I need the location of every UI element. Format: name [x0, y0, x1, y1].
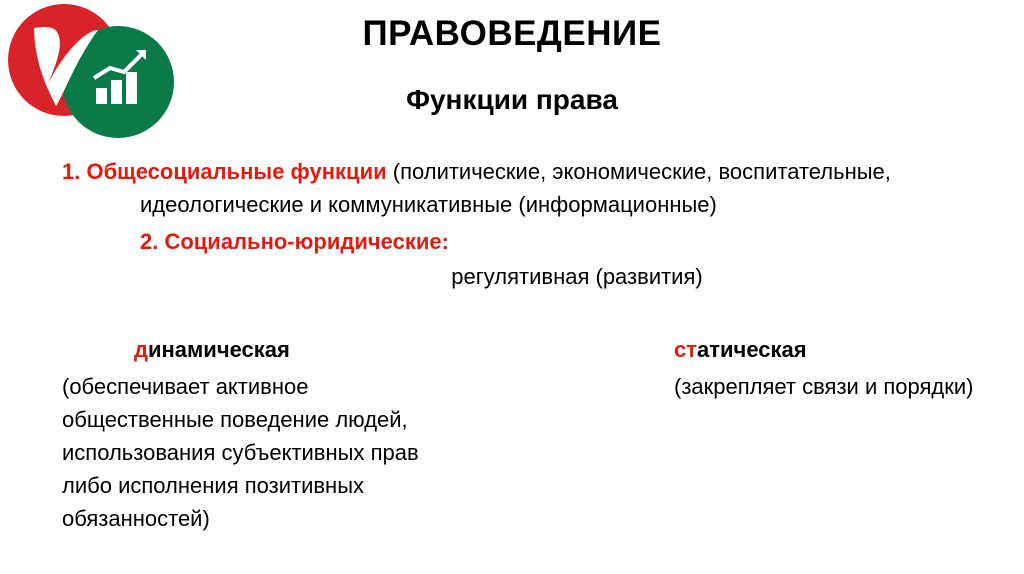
- column-dynamic-text: (обеспечивает активное общественные поведение людей, использования субъективных прав либо исполнения позитивных обязанностей): [62, 374, 419, 531]
- list-item-1: [62, 155, 962, 221]
- column-dynamic: [62, 333, 452, 535]
- column-dynamic-heading-accent: д: [134, 337, 148, 362]
- page-title: ПРАВОВЕДЕНИЕ: [362, 14, 662, 53]
- column-dynamic-heading-rest: инамическая: [147, 337, 290, 362]
- list-item-2-heading: 2. Социально-юридические:: [140, 229, 449, 254]
- column-dynamic-heading: [62, 333, 452, 366]
- list-item-1-heading: 1. Общесоциальные функции: [62, 159, 387, 184]
- column-static-heading-rest: атическая: [697, 337, 807, 362]
- column-static-heading: [674, 333, 1004, 366]
- column-static-heading-accent: ст: [674, 337, 698, 362]
- column-static-text: (закрепляет связи и порядки): [674, 374, 974, 399]
- page-subtitle: Функции права: [406, 84, 618, 115]
- list-item-2: [62, 225, 962, 258]
- content-body: [62, 155, 962, 293]
- list-item-2-value: регулятивная (развития): [451, 264, 703, 289]
- column-static: [674, 333, 1004, 403]
- list-item-1-text: (политические, экономические, воспитательные, идеологические и коммуникативные (информационные): [140, 159, 891, 217]
